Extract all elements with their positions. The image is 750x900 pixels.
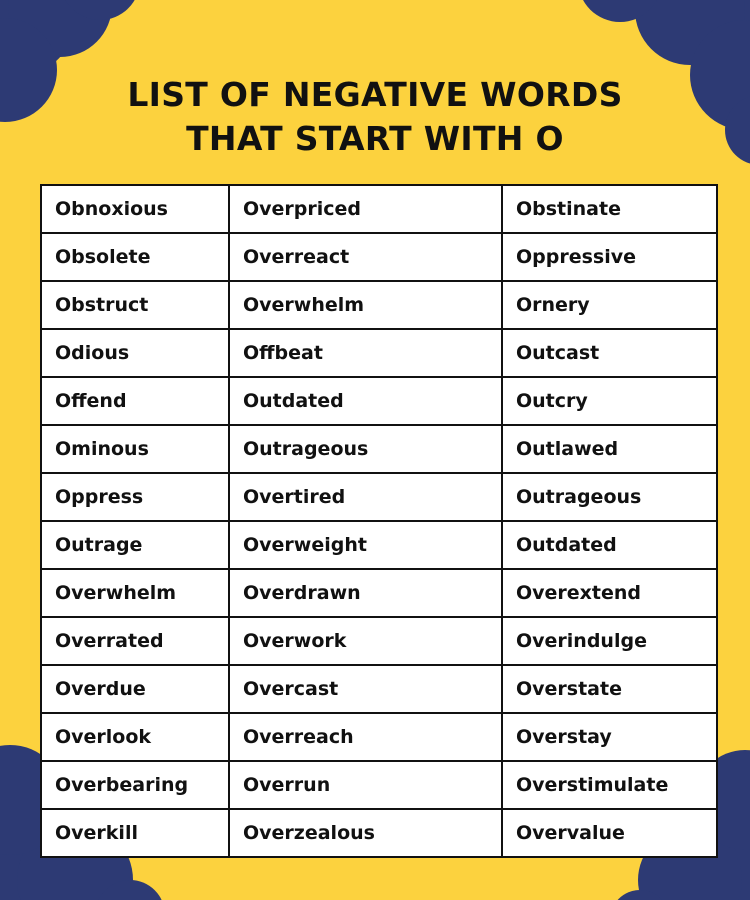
word-cell: Obstruct [41, 281, 229, 329]
word-cell: Overtired [229, 473, 502, 521]
word-cell: Obsolete [41, 233, 229, 281]
word-cell: Overlook [41, 713, 229, 761]
table-row [41, 713, 717, 761]
table-row [41, 665, 717, 713]
table-row [41, 761, 717, 809]
word-cell: Overwork [229, 617, 502, 665]
word-cell: Outrage [41, 521, 229, 569]
word-cell: Outdated [229, 377, 502, 425]
word-cell: Overdrawn [229, 569, 502, 617]
word-cell: Overbearing [41, 761, 229, 809]
word-cell: Overweight [229, 521, 502, 569]
page-title-line-1: LIST OF NEGATIVE WORDS [127, 75, 623, 114]
word-cell: Outdated [502, 521, 717, 569]
word-cell: Overreach [229, 713, 502, 761]
table-row [41, 617, 717, 665]
word-cell: Overkill [41, 809, 229, 857]
word-cell: Oppress [41, 473, 229, 521]
word-cell: Offend [41, 377, 229, 425]
table-row [41, 329, 717, 377]
word-cell: Outlawed [502, 425, 717, 473]
word-cell: Overstimulate [502, 761, 717, 809]
word-cell: Overrun [229, 761, 502, 809]
table-row [41, 473, 717, 521]
words-table [40, 184, 718, 858]
table-row [41, 185, 717, 233]
page-title-line-2: THAT START WITH O [186, 119, 564, 158]
word-cell: Overreact [229, 233, 502, 281]
word-cell: Ominous [41, 425, 229, 473]
table-row [41, 425, 717, 473]
table-row [41, 569, 717, 617]
word-cell: Odious [41, 329, 229, 377]
word-cell: Obstinate [502, 185, 717, 233]
table-row [41, 281, 717, 329]
word-cell: Outrageous [502, 473, 717, 521]
word-cell: Overvalue [502, 809, 717, 857]
word-cell: Overstate [502, 665, 717, 713]
word-cell: Oppressive [502, 233, 717, 281]
table-row [41, 233, 717, 281]
word-cell: Overpriced [229, 185, 502, 233]
word-cell: Overstay [502, 713, 717, 761]
table-row [41, 521, 717, 569]
word-cell: Overwhelm [229, 281, 502, 329]
word-cell: Offbeat [229, 329, 502, 377]
word-cell: Outrageous [229, 425, 502, 473]
word-cell: Obnoxious [41, 185, 229, 233]
table-row [41, 809, 717, 857]
word-cell: Overcast [229, 665, 502, 713]
word-cell: Overrated [41, 617, 229, 665]
word-cell: Overwhelm [41, 569, 229, 617]
word-cell: Overindulge [502, 617, 717, 665]
word-cell: Outcry [502, 377, 717, 425]
word-cell: Overdue [41, 665, 229, 713]
word-cell: Overzealous [229, 809, 502, 857]
word-cell: Overextend [502, 569, 717, 617]
word-cell: Outcast [502, 329, 717, 377]
table-row [41, 377, 717, 425]
words-table-body [41, 185, 717, 857]
word-cell: Ornery [502, 281, 717, 329]
